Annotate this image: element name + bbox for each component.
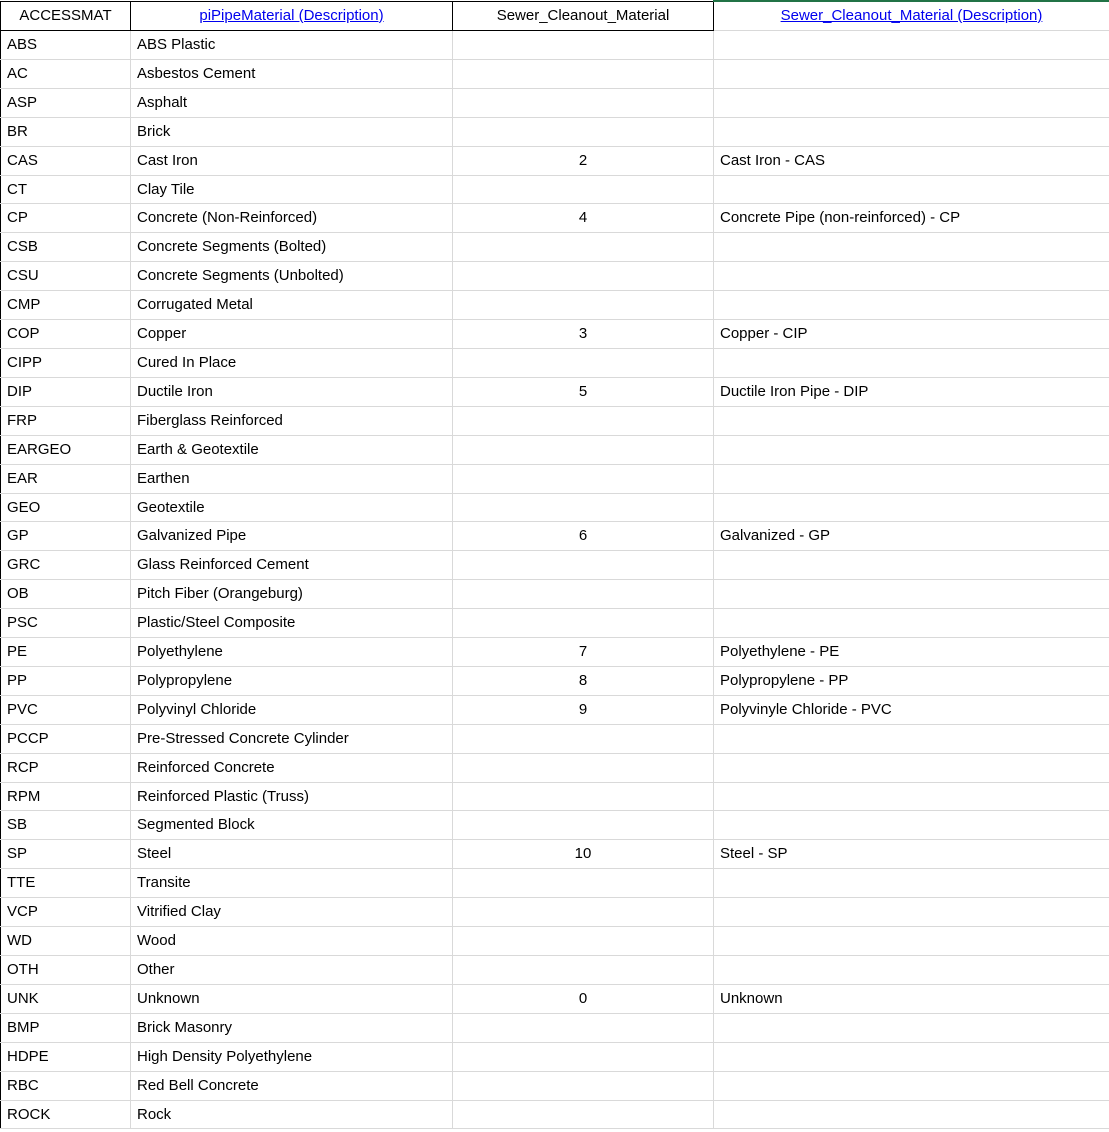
cell-sewer_cleanout_material_description[interactable]: Polyvinyle Chloride - PVC <box>714 695 1109 724</box>
cell-accessmat[interactable]: BR <box>1 117 131 146</box>
cell-sewer_cleanout_material[interactable]: 8 <box>453 666 714 695</box>
table-row <box>1 348 1109 377</box>
table-row <box>1 291 1109 320</box>
cell-sewer_cleanout_material_description[interactable]: Galvanized - GP <box>714 522 1109 551</box>
cell-sewer_cleanout_material_description[interactable] <box>714 869 1109 898</box>
cell-sewer_cleanout_material[interactable]: 6 <box>453 522 714 551</box>
cell-sewer_cleanout_material_description[interactable]: Steel - SP <box>714 840 1109 869</box>
table-row <box>1 782 1109 811</box>
cell-sewer_cleanout_material[interactable]: 3 <box>453 320 714 349</box>
cell-pipe_material_description[interactable]: Clay Tile <box>131 175 453 204</box>
table-row <box>1 146 1109 175</box>
cell-sewer_cleanout_material[interactable] <box>453 551 714 580</box>
cell-sewer_cleanout_material_description[interactable]: Concrete Pipe (non-reinforced) - CP <box>714 204 1109 233</box>
cell-accessmat[interactable]: BMP <box>1 1013 131 1042</box>
cell-sewer_cleanout_material[interactable] <box>453 811 714 840</box>
cell-accessmat[interactable]: CSB <box>1 233 131 262</box>
cell-accessmat[interactable]: PE <box>1 638 131 667</box>
cell-pipe_material_description[interactable]: Earthen <box>131 464 453 493</box>
cell-accessmat[interactable]: FRP <box>1 406 131 435</box>
cell-sewer_cleanout_material[interactable] <box>453 580 714 609</box>
cell-sewer_cleanout_material[interactable]: 0 <box>453 984 714 1013</box>
cell-accessmat[interactable]: VCP <box>1 898 131 927</box>
cell-sewer_cleanout_material[interactable]: 10 <box>453 840 714 869</box>
table-row <box>1 1013 1109 1042</box>
cell-sewer_cleanout_material[interactable]: 2 <box>453 146 714 175</box>
cell-pipe_material_description[interactable]: Glass Reinforced Cement <box>131 551 453 580</box>
cell-accessmat[interactable]: EAR <box>1 464 131 493</box>
table-row <box>1 1042 1109 1071</box>
table-row <box>1 493 1109 522</box>
table-row <box>1 753 1109 782</box>
cell-pipe_material_description[interactable]: Brick <box>131 117 453 146</box>
cell-sewer_cleanout_material_description[interactable] <box>714 1100 1109 1129</box>
cell-sewer_cleanout_material[interactable]: 4 <box>453 204 714 233</box>
cell-sewer_cleanout_material_description[interactable] <box>714 609 1109 638</box>
cell-pipe_material_description[interactable]: Fiberglass Reinforced <box>131 406 453 435</box>
table-row <box>1 724 1109 753</box>
cell-sewer_cleanout_material[interactable]: 7 <box>453 638 714 667</box>
cell-sewer_cleanout_material[interactable] <box>453 956 714 985</box>
cell-pipe_material_description[interactable]: Concrete Segments (Bolted) <box>131 233 453 262</box>
table-row <box>1 117 1109 146</box>
cell-accessmat[interactable]: OB <box>1 580 131 609</box>
cell-accessmat[interactable]: COP <box>1 320 131 349</box>
cell-sewer_cleanout_material[interactable] <box>453 464 714 493</box>
cell-sewer_cleanout_material_description[interactable] <box>714 262 1109 291</box>
cell-sewer_cleanout_material[interactable] <box>453 782 714 811</box>
cell-accessmat[interactable]: RCP <box>1 753 131 782</box>
cell-accessmat[interactable]: PSC <box>1 609 131 638</box>
cell-sewer_cleanout_material_description[interactable] <box>714 927 1109 956</box>
table-row <box>1 666 1109 695</box>
cell-sewer_cleanout_material_description[interactable]: Unknown <box>714 984 1109 1013</box>
cell-sewer_cleanout_material_description[interactable] <box>714 753 1109 782</box>
cell-pipe_material_description[interactable]: Reinforced Concrete <box>131 753 453 782</box>
cell-sewer_cleanout_material[interactable] <box>453 753 714 782</box>
cell-sewer_cleanout_material_description[interactable] <box>714 406 1109 435</box>
cell-pipe_material_description[interactable]: Vitrified Clay <box>131 898 453 927</box>
cell-sewer_cleanout_material_description[interactable] <box>714 348 1109 377</box>
cell-sewer_cleanout_material_description[interactable] <box>714 493 1109 522</box>
cell-sewer_cleanout_material_description[interactable] <box>714 580 1109 609</box>
table-row <box>1 175 1109 204</box>
cell-pipe_material_description[interactable]: Asphalt <box>131 88 453 117</box>
cell-sewer_cleanout_material[interactable]: 9 <box>453 695 714 724</box>
cell-pipe_material_description[interactable]: Reinforced Plastic (Truss) <box>131 782 453 811</box>
cell-accessmat[interactable]: AC <box>1 59 131 88</box>
cell-sewer_cleanout_material[interactable] <box>453 898 714 927</box>
table-row <box>1 580 1109 609</box>
cell-pipe_material_description[interactable]: Brick Masonry <box>131 1013 453 1042</box>
table-row <box>1 522 1109 551</box>
cell-sewer_cleanout_material[interactable] <box>453 1100 714 1129</box>
cell-sewer_cleanout_material[interactable] <box>453 175 714 204</box>
cell-accessmat[interactable]: TTE <box>1 869 131 898</box>
cell-sewer_cleanout_material_description[interactable] <box>714 811 1109 840</box>
cell-pipe_material_description[interactable]: Steel <box>131 840 453 869</box>
header-pipe-material-description-link[interactable]: piPipeMaterial (Description) <box>131 1 453 31</box>
cell-pipe_material_description[interactable]: Polyethylene <box>131 638 453 667</box>
cell-accessmat[interactable]: SP <box>1 840 131 869</box>
cell-sewer_cleanout_material[interactable] <box>453 117 714 146</box>
cell-sewer_cleanout_material_description[interactable] <box>714 117 1109 146</box>
table-row <box>1 695 1109 724</box>
table-row <box>1 59 1109 88</box>
table-row <box>1 984 1109 1013</box>
cell-sewer_cleanout_material_description[interactable] <box>714 233 1109 262</box>
header-sewer-cleanout-material-description-link[interactable]: Sewer_Cleanout_Material (Description) <box>714 1 1109 31</box>
cell-sewer_cleanout_material[interactable] <box>453 435 714 464</box>
cell-sewer_cleanout_material[interactable]: 5 <box>453 377 714 406</box>
cell-sewer_cleanout_material_description[interactable]: Copper - CIP <box>714 320 1109 349</box>
table-row <box>1 927 1109 956</box>
cell-accessmat[interactable]: PVC <box>1 695 131 724</box>
cell-pipe_material_description[interactable]: Ductile Iron <box>131 377 453 406</box>
cell-sewer_cleanout_material[interactable] <box>453 493 714 522</box>
cell-sewer_cleanout_material[interactable] <box>453 724 714 753</box>
table-row <box>1 320 1109 349</box>
cell-accessmat[interactable]: RBC <box>1 1071 131 1100</box>
cell-accessmat[interactable]: GRC <box>1 551 131 580</box>
cell-pipe_material_description[interactable]: Galvanized Pipe <box>131 522 453 551</box>
table-row <box>1 31 1109 60</box>
cell-pipe_material_description[interactable]: Transite <box>131 869 453 898</box>
cell-sewer_cleanout_material_description[interactable] <box>714 175 1109 204</box>
table-row <box>1 811 1109 840</box>
cell-sewer_cleanout_material[interactable] <box>453 869 714 898</box>
cell-accessmat[interactable]: RPM <box>1 782 131 811</box>
cell-pipe_material_description[interactable]: Geotextile <box>131 493 453 522</box>
cell-sewer_cleanout_material_description[interactable] <box>714 1013 1109 1042</box>
cell-sewer_cleanout_material_description[interactable] <box>714 435 1109 464</box>
table-row <box>1 435 1109 464</box>
cell-pipe_material_description[interactable]: Red Bell Concrete <box>131 1071 453 1100</box>
table-row <box>1 551 1109 580</box>
cell-pipe_material_description[interactable]: Wood <box>131 927 453 956</box>
table-row <box>1 88 1109 117</box>
cell-sewer_cleanout_material_description[interactable] <box>714 291 1109 320</box>
cell-accessmat[interactable]: ROCK <box>1 1100 131 1129</box>
cell-pipe_material_description[interactable]: Plastic/Steel Composite <box>131 609 453 638</box>
cell-sewer_cleanout_material[interactable] <box>453 59 714 88</box>
cell-sewer_cleanout_material_description[interactable]: Polypropylene - PP <box>714 666 1109 695</box>
cell-pipe_material_description[interactable]: Pre-Stressed Concrete Cylinder <box>131 724 453 753</box>
cell-sewer_cleanout_material[interactable] <box>453 291 714 320</box>
cell-sewer_cleanout_material_description[interactable] <box>714 551 1109 580</box>
cell-accessmat[interactable]: CT <box>1 175 131 204</box>
cell-sewer_cleanout_material_description[interactable]: Polyethylene - PE <box>714 638 1109 667</box>
cell-sewer_cleanout_material[interactable] <box>453 927 714 956</box>
cell-sewer_cleanout_material[interactable] <box>453 1013 714 1042</box>
table-row <box>1 956 1109 985</box>
table-row <box>1 869 1109 898</box>
cell-pipe_material_description[interactable]: Earth & Geotextile <box>131 435 453 464</box>
header-accessmat[interactable]: ACCESSMAT <box>1 1 131 31</box>
cell-pipe_material_description[interactable]: Rock <box>131 1100 453 1129</box>
cell-accessmat[interactable]: CAS <box>1 146 131 175</box>
table-row <box>1 262 1109 291</box>
cell-pipe_material_description[interactable]: Concrete (Non-Reinforced) <box>131 204 453 233</box>
cell-pipe_material_description[interactable]: Segmented Block <box>131 811 453 840</box>
cell-pipe_material_description[interactable]: High Density Polyethylene <box>131 1042 453 1071</box>
cell-pipe_material_description[interactable]: Corrugated Metal <box>131 291 453 320</box>
table-row <box>1 609 1109 638</box>
table-row <box>1 204 1109 233</box>
cell-sewer_cleanout_material_description[interactable] <box>714 782 1109 811</box>
cell-pipe_material_description[interactable]: ABS Plastic <box>131 31 453 60</box>
table-row <box>1 1100 1109 1129</box>
cell-sewer_cleanout_material_description[interactable] <box>714 1071 1109 1100</box>
cell-accessmat[interactable]: UNK <box>1 984 131 1013</box>
cell-accessmat[interactable]: CSU <box>1 262 131 291</box>
header-sewer-cleanout-material[interactable]: Sewer_Cleanout_Material <box>453 1 714 31</box>
cell-sewer_cleanout_material_description[interactable]: Cast Iron - CAS <box>714 146 1109 175</box>
cell-sewer_cleanout_material[interactable] <box>453 31 714 60</box>
cell-sewer_cleanout_material[interactable] <box>453 1042 714 1071</box>
cell-sewer_cleanout_material_description[interactable] <box>714 724 1109 753</box>
cell-sewer_cleanout_material[interactable] <box>453 348 714 377</box>
table-row <box>1 233 1109 262</box>
cell-accessmat[interactable]: PP <box>1 666 131 695</box>
cell-sewer_cleanout_material_description[interactable] <box>714 88 1109 117</box>
cell-sewer_cleanout_material_description[interactable] <box>714 464 1109 493</box>
cell-pipe_material_description[interactable]: Cast Iron <box>131 146 453 175</box>
cell-pipe_material_description[interactable]: Unknown <box>131 984 453 1013</box>
cell-sewer_cleanout_material[interactable] <box>453 262 714 291</box>
cell-accessmat[interactable]: OTH <box>1 956 131 985</box>
cell-sewer_cleanout_material[interactable] <box>453 406 714 435</box>
cell-accessmat[interactable]: GP <box>1 522 131 551</box>
table-row <box>1 638 1109 667</box>
cell-sewer_cleanout_material_description[interactable] <box>714 1042 1109 1071</box>
cell-pipe_material_description[interactable]: Other <box>131 956 453 985</box>
table-row <box>1 898 1109 927</box>
table-row <box>1 1071 1109 1100</box>
cell-pipe_material_description[interactable]: Copper <box>131 320 453 349</box>
cell-accessmat[interactable]: SB <box>1 811 131 840</box>
cell-sewer_cleanout_material_description[interactable]: Ductile Iron Pipe - DIP <box>714 377 1109 406</box>
table-row <box>1 377 1109 406</box>
cell-sewer_cleanout_material[interactable] <box>453 233 714 262</box>
cell-accessmat[interactable]: GEO <box>1 493 131 522</box>
cell-sewer_cleanout_material_description[interactable] <box>714 898 1109 927</box>
cell-accessmat[interactable]: CMP <box>1 291 131 320</box>
cell-pipe_material_description[interactable]: Asbestos Cement <box>131 59 453 88</box>
header-row <box>1 1 1109 31</box>
cell-sewer_cleanout_material[interactable] <box>453 88 714 117</box>
cell-sewer_cleanout_material_description[interactable] <box>714 956 1109 985</box>
cell-sewer_cleanout_material_description[interactable] <box>714 59 1109 88</box>
cell-accessmat[interactable]: HDPE <box>1 1042 131 1071</box>
cell-pipe_material_description[interactable]: Concrete Segments (Unbolted) <box>131 262 453 291</box>
cell-accessmat[interactable]: ASP <box>1 88 131 117</box>
cell-pipe_material_description[interactable]: Polypropylene <box>131 666 453 695</box>
table-body <box>1 31 1109 1129</box>
cell-pipe_material_description[interactable]: Cured In Place <box>131 348 453 377</box>
cell-pipe_material_description[interactable]: Pitch Fiber (Orangeburg) <box>131 580 453 609</box>
cell-accessmat[interactable]: PCCP <box>1 724 131 753</box>
cell-accessmat[interactable]: DIP <box>1 377 131 406</box>
cell-sewer_cleanout_material[interactable] <box>453 609 714 638</box>
cell-sewer_cleanout_material[interactable] <box>453 1071 714 1100</box>
cell-accessmat[interactable]: CIPP <box>1 348 131 377</box>
cell-pipe_material_description[interactable]: Polyvinyl Chloride <box>131 695 453 724</box>
cell-accessmat[interactable]: EARGEO <box>1 435 131 464</box>
cell-accessmat[interactable]: ABS <box>1 31 131 60</box>
table-row <box>1 406 1109 435</box>
table-row <box>1 464 1109 493</box>
cell-accessmat[interactable]: WD <box>1 927 131 956</box>
cell-accessmat[interactable]: CP <box>1 204 131 233</box>
table-row <box>1 840 1109 869</box>
cell-sewer_cleanout_material_description[interactable] <box>714 31 1109 60</box>
